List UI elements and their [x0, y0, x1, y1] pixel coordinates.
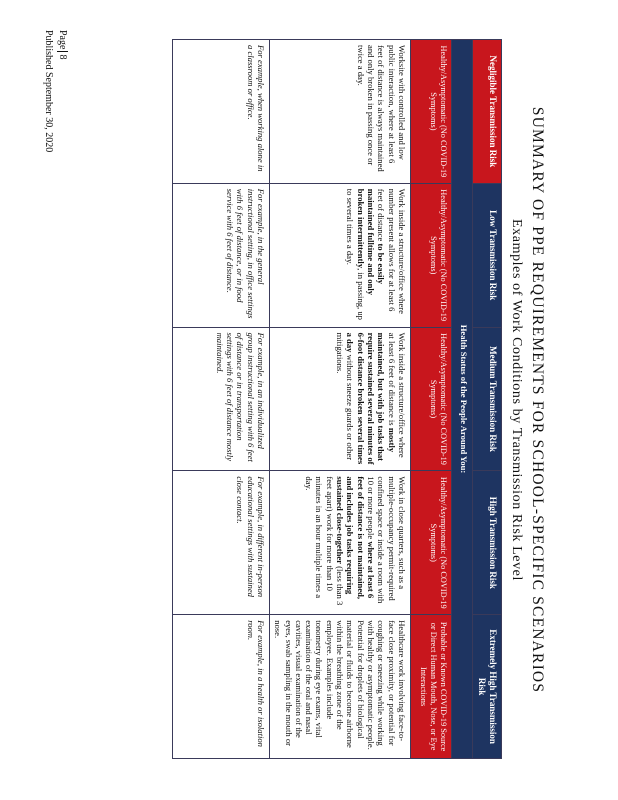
column-subheader-medium: Healthy/Asymptomatic (No COVID-19 Symptoms): [411, 327, 452, 471]
description-text-segment: (less than 3 feet apart) work for more than 10 minutes in an hour multiple times a day.: [304, 476, 346, 606]
page-label: Page: [57, 30, 68, 50]
description-text-segment: Work in close quarters, such as a multiple-occupancy permit-required confined space or inside a room with 10 or more people: [366, 476, 407, 604]
description-high: [269, 471, 410, 615]
description-row: [269, 40, 410, 759]
example-high: For example, in different in-person educational settings with sustained close contact.: [172, 471, 269, 615]
example-negligible: For example, when working alone in a classroom or office.: [172, 40, 269, 184]
description-text-segment: where at least 6 feet of distance is not maintained, and includes job tasks requiring sustained close-together: [335, 476, 377, 600]
column-subheader-low: Healthy/Asymptomatic (No COVID-19 Symptoms): [411, 183, 452, 327]
page-divider: [57, 51, 68, 52]
description-text-segment: Work inside a structure/office where number present allows for at least 6 feet of distance: [376, 188, 407, 314]
description-text-segment: Work inside a structure/office where at least 6 feet of distance is: [386, 332, 407, 458]
health-status-note: Health Status of the People Around You:: [452, 40, 473, 759]
column-header-low: Low Transmission Risk: [473, 183, 502, 327]
published-date: Published September 30, 2020: [43, 30, 54, 153]
description-negligible: [269, 40, 410, 184]
column-subheader-negligible: Healthy/Asymptomatic (No COVID-19 Symptoms): [411, 40, 452, 184]
document-subtitle: Examples of Work Conditions by Transmission Risk Level: [509, 219, 524, 581]
description-medium: [269, 327, 410, 471]
page-number-value: 8: [57, 54, 68, 60]
health-status-subheader-row: [411, 40, 452, 759]
column-subheader-high: Healthy/Asymptomatic (No COVID-19 Symptoms): [411, 471, 452, 615]
description-text-segment: to be easily maintained fulltime and only broken intermittently: [355, 188, 387, 296]
example-low: For example, in the general instructional setting, in office settings with 6 feet of distance, or in food service with 6 feet of distance.: [172, 183, 269, 327]
health-status-row: [452, 40, 473, 759]
page-number: [57, 30, 68, 59]
example-medium: For example, in an individualized group instructional setting with 6 feet of distance or in transportation settings with 6 feet of distance mostly maintained.: [172, 327, 269, 471]
risk-level-table: [172, 39, 502, 759]
column-subheader-extremely-high: Probable or Known COVID-19 Source or Direct Human Mouth, Nose, or Eye Interactions: [411, 615, 452, 759]
description-low: [269, 183, 410, 327]
example-extremely-high: For example, in a health or isolation room.: [172, 615, 269, 759]
column-header-extremely-high: Extremely High Transmission Risk: [473, 615, 502, 759]
description-text-segment: Healthcare work involving face-to-face close proximity, or potential for coughing or sneezing while working with healthy or asymptomatic people. Potential for droplets of biological material or fluids to become airborne within the breathing zone of the employee. Examples include tonometry during eye exams, vital examination of the oral and nasal cavities, visual examination of the eyes, swab sampling in the mouth or nose.: [273, 620, 407, 750]
document-title: SUMMARY OF PPE REQUIREMENTS FOR SCHOOL-SPECIFIC SCENARIOS: [529, 106, 546, 694]
description-text-segment: Worksite with controlled and low public interaction, where at least 6 feet of distance is always maintained and only broken in passing once or twice a day.: [355, 45, 407, 172]
risk-header-row: [473, 40, 502, 759]
description-text-segment: without sneeze guards or other mitigations.: [335, 332, 356, 461]
column-header-high: High Transmission Risk: [473, 471, 502, 615]
description-extremely-high: [269, 615, 410, 759]
description-text-segment: mostly maintained, but with job tasks that require sustained several minutes of 6-foot distance broken several times a day: [345, 332, 397, 465]
column-header-medium: Medium Transmission Risk: [473, 327, 502, 471]
description-text-segment: , in passing, up to several times a day.: [345, 188, 366, 320]
example-row: [172, 40, 269, 759]
column-header-negligible: Negligible Transmission Risk: [473, 40, 502, 184]
